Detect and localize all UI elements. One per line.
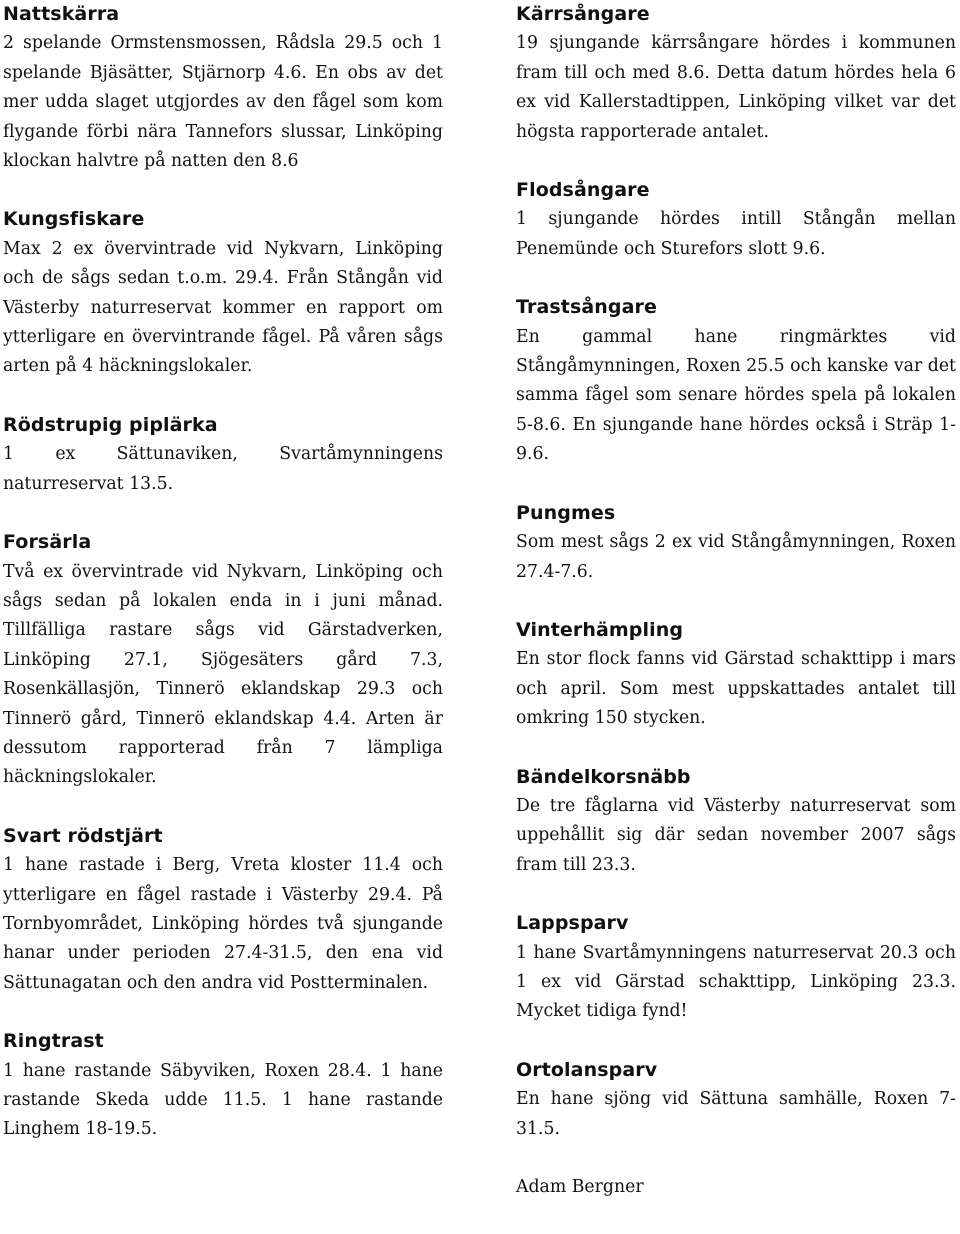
species-text: 1 hane rastande Säbyviken, Roxen 28.4. 1 hane rastande Skeda udde 11.5. 1 hane rastande Linghem 18-19.5. bbox=[3, 1060, 443, 1140]
entry-lappsparv bbox=[516, 909, 956, 1027]
species-text: 19 sjungande kärrsångare hördes i kommunen fram till och med 8.6. Detta datum hördes hela 6 ex vid Kallerstadtippen, Linköping vilket var det högsta rapporterade antalet. bbox=[516, 33, 956, 142]
entry-kungsfiskare bbox=[3, 205, 443, 381]
entry-nattskarra bbox=[3, 0, 443, 176]
species-heading: Forsärla bbox=[3, 531, 92, 554]
species-text: 1 ex Sättunaviken, Svartåmynningens naturreservat 13.5. bbox=[3, 444, 443, 494]
species-heading: Trastsångare bbox=[516, 296, 657, 319]
species-heading: Flodsångare bbox=[516, 179, 650, 202]
species-heading: Kungsfiskare bbox=[3, 208, 145, 231]
species-heading: Nattskärra bbox=[3, 3, 120, 25]
entry-forsarla bbox=[3, 528, 443, 793]
species-heading: Lappsparv bbox=[516, 912, 629, 935]
species-text: 1 sjungande hördes intill Stångån mellan Penemünde och Sturefors slott 9.6. bbox=[516, 209, 956, 259]
entry-trastsangare bbox=[516, 293, 956, 469]
left-column bbox=[3, 0, 443, 1234]
entry-pungmes bbox=[516, 499, 956, 587]
species-text: 1 hane Svartåmynningens naturreservat 20.3 och 1 ex vid Gärstad schakttipp, Linköping 23.3. Mycket tidiga fynd! bbox=[516, 942, 956, 1022]
species-heading: Bändelkorsnäbb bbox=[516, 765, 691, 788]
species-heading: Ringtrast bbox=[3, 1030, 104, 1053]
species-text: En stor flock fanns vid Gärstad schakttipp i mars och april. Som mest uppskattades antalet till omkring 150 stycken. bbox=[516, 649, 956, 729]
species-heading: Pungmes bbox=[516, 501, 616, 524]
species-heading: Rödstrupig piplärka bbox=[3, 413, 218, 436]
species-heading: Ortolansparv bbox=[516, 1058, 658, 1081]
right-column bbox=[516, 0, 956, 1234]
species-text: Två ex övervintrade vid Nykvarn, Linköping och sågs sedan på lokalen enda in i juni månad. Tillfälliga rastare sågs vid Gärstadverken, Linköping 27.1, Sjögesäters gård 7.3, Rosenkällasjön, Tinnerö eklandskap 29.3 och Tinnerö gård, Tinnerö eklandskap 4.4. Arten är dessutom rapporterad från 7 lämpliga häckningslokaler. bbox=[3, 561, 443, 788]
entry-svart-rodstjart bbox=[3, 822, 443, 998]
entry-flodsangare bbox=[516, 176, 956, 264]
species-heading: Kärrsångare bbox=[516, 3, 650, 25]
species-heading: Vinterhämpling bbox=[516, 618, 684, 641]
species-heading: Svart rödstjärt bbox=[3, 824, 163, 847]
entry-karrsangare bbox=[516, 0, 956, 147]
species-text: 1 hane rastade i Berg, Vreta kloster 11.4 och ytterligare en fågel rastade i Västerby 29.4. På Tornbyområdet, Linköping hördes två sjungande hanar under perioden 27.4-31.5, den ena vid Sättunagatan och den andra vid Postterminalen. bbox=[3, 855, 443, 993]
species-text: En hane sjöng vid Sättuna samhälle, Roxen 7-31.5. bbox=[516, 1089, 956, 1139]
entry-vinterhampling bbox=[516, 616, 956, 734]
author-signature: Adam Bergner bbox=[516, 1177, 644, 1197]
species-text: Max 2 ex övervintrade vid Nykvarn, Linköping och de sågs sedan t.o.m. 29.4. Från Stångån vid Västerby naturreservat kommer en rapport om ytterligare en övervintrande fågel. På våren sågs arten på 4 häckningslokaler. bbox=[3, 238, 443, 377]
species-text: Som mest sågs 2 ex vid Stångåmynningen, Roxen 27.4-7.6. bbox=[516, 532, 956, 582]
entry-bandelkorsnabb bbox=[516, 763, 956, 881]
entry-rodstrupig-piplarka bbox=[3, 411, 443, 499]
entry-ringtrast bbox=[3, 1027, 443, 1145]
species-text: De tre fåglarna vid Västerby naturreservat som uppehållit sig där sedan november 2007 sågs fram till 23.3. bbox=[516, 795, 956, 875]
species-text: En gammal hane ringmärktes vid Stångåmynningen, Roxen 25.5 och kanske var det samma fågel som senare hördes spela på lokalen 5-8.6. En sjungande hane hördes också i Sträp 1-9.6. bbox=[516, 326, 956, 465]
entry-ortolansparv bbox=[516, 1056, 956, 1144]
species-text: 2 spelande Ormstensmossen, Rådsla 29.5 och 1 spelande Bjäsätter, Stjärnorp 4.6. En obs av det mer udda slaget utgjordes av den fågel som kom flygande förbi nära Tannefors slussar, Linköping klockan halvtre på natten den 8.6 bbox=[3, 33, 443, 172]
